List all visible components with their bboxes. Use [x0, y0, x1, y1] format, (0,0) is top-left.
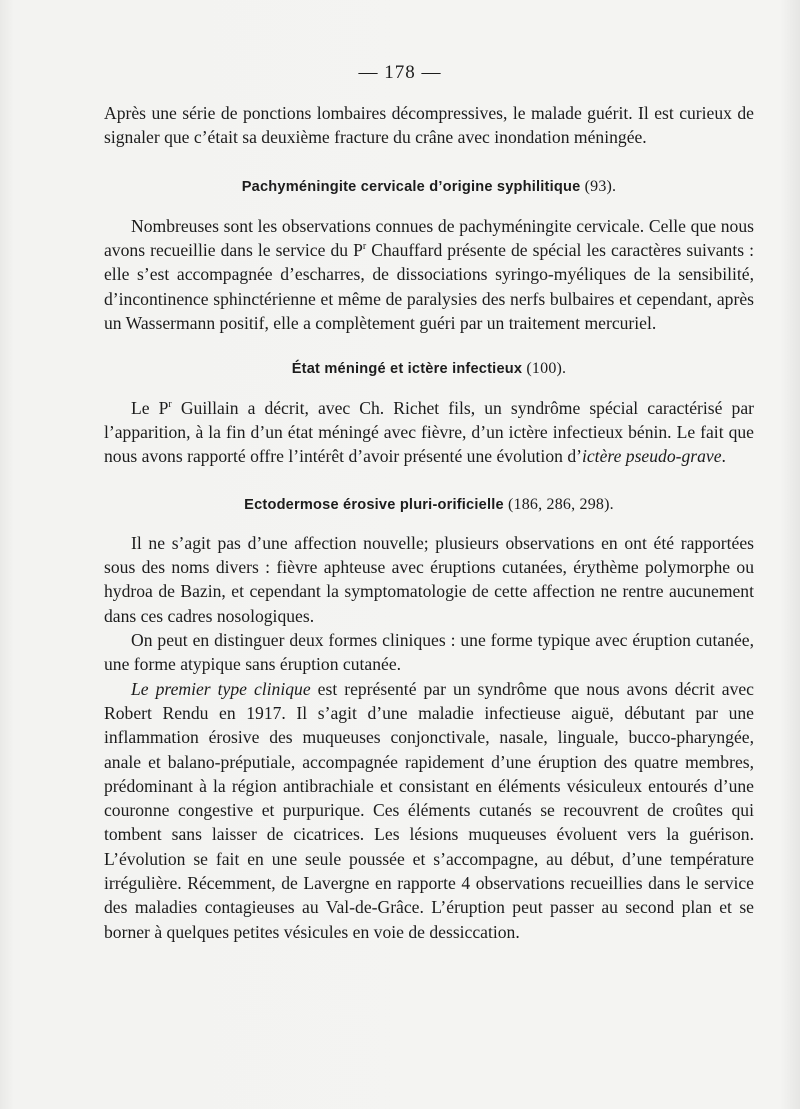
paragraph-fracture-conclusion: Après une série de ponctions lombaires décompressives, le malade guérit. Il est curieux de signaler que c’était sa deuxième fracture du crâne avec inondation méningée. — [104, 103, 754, 148]
section-title: Pachyméningite cervicale d’origine syphilitique — [241, 178, 581, 195]
section-title: État méningé et ictère infectieux — [291, 361, 523, 378]
paragraph-text: Nombreuses sont les observations connues de pachyméningite cervicale. Celle que nous avons recueillie dans le service du P — [104, 215, 754, 261]
paragraph-text: . — [721, 446, 726, 467]
section-references: (186, 286, 298). — [503, 495, 614, 513]
italic-term: ictère pseudo-grave — [581, 446, 722, 467]
superscript: r — [362, 241, 367, 253]
section-references: (93). — [580, 177, 617, 195]
paragraph-ectodermose-intro: Il ne s’agit pas d’une affection nouvelle; plusieurs observations en ont été rapportées sous des noms divers : fièvre aphteuse avec éruptions cutanées, érythème polymorphe ou hydroa de Bazin, et cependant la symptomatologie de cette affection ne rentre aucunement dans ces cadres nosologiques. — [104, 532, 754, 626]
paragraph-text: Guillain a décrit, avec Ch. Richet fils, un syndrôme spécial caractérisé par l’apparition, à la fin d’un état méningé avec fièvre, d’un ictère infectieux bénin. Le fait que nous avons rapporté offre l’intérêt d’avoir présenté une évolution d’ — [104, 397, 754, 467]
paragraph-forms: On peut en distinguer deux formes cliniques : une forme typique avec éruption cutanée, une forme atypique sans éruption cutanée. — [104, 630, 754, 675]
page-body — [104, 101, 754, 944]
page-number: — 178 — — [358, 62, 442, 83]
superscript: r — [168, 398, 172, 410]
paragraph-text: Le P — [131, 397, 169, 418]
section-heading-ectodermose — [104, 493, 754, 517]
section-title: Ectodermose érosive pluri-orificielle — [244, 496, 504, 513]
section-heading-pachymeningite — [104, 175, 754, 199]
paragraph-first-type — [104, 677, 754, 944]
paragraph-pachymeningite — [104, 214, 754, 335]
section-references: (100). — [522, 360, 567, 378]
paragraph-text: Chauffard présente de spécial les caractères suivants : elle s’est accompagnée d’escharres, de dissociations syringo-myéliques de la sensibilité, d’incontinence sphinctérienne et même de paralysies des nerfs bulbaires et cependant, après un Wassermann positif, elle a complètement guéri par un traitement mercuriel. — [104, 240, 754, 334]
paragraph-etat-meninge — [104, 396, 754, 469]
italic-term: Le premier type clinique — [131, 678, 311, 699]
section-heading-etat-meninge — [104, 357, 754, 381]
paragraph-text: est représenté par un syndrôme que nous avons décrit avec Robert Rendu en 1917. Il s’agit d’une maladie infectieuse aiguë, débutant par une inflammation érosive des muqueuses conjonctivale, nasale, linguale, bucco-pharyngée, anale et balano-préputiale, accompagnée rapidement d’une éruption des quatre membres, prédominant à la région antibrachiale et consistant en éléments vésiculeux entourés d’une couronne congestive et purpurique. Ces éléments cutanés se recouvrent de croûtes qui tombent sans laisser de cicatrices. Les lésions muqueuses évoluent vers la guérison. L’évolution se fait en une seule poussée et s’accompagne, au début, d’une température irrégulière. Récemment, de Lavergne en rapporte 4 observations recueillies dans le service des maladies contagieuses au Val-de-Grâce. L’éruption peut passer au second plan et se borner à quelques petites vésicules en voie de dessiccation. — [104, 678, 754, 942]
